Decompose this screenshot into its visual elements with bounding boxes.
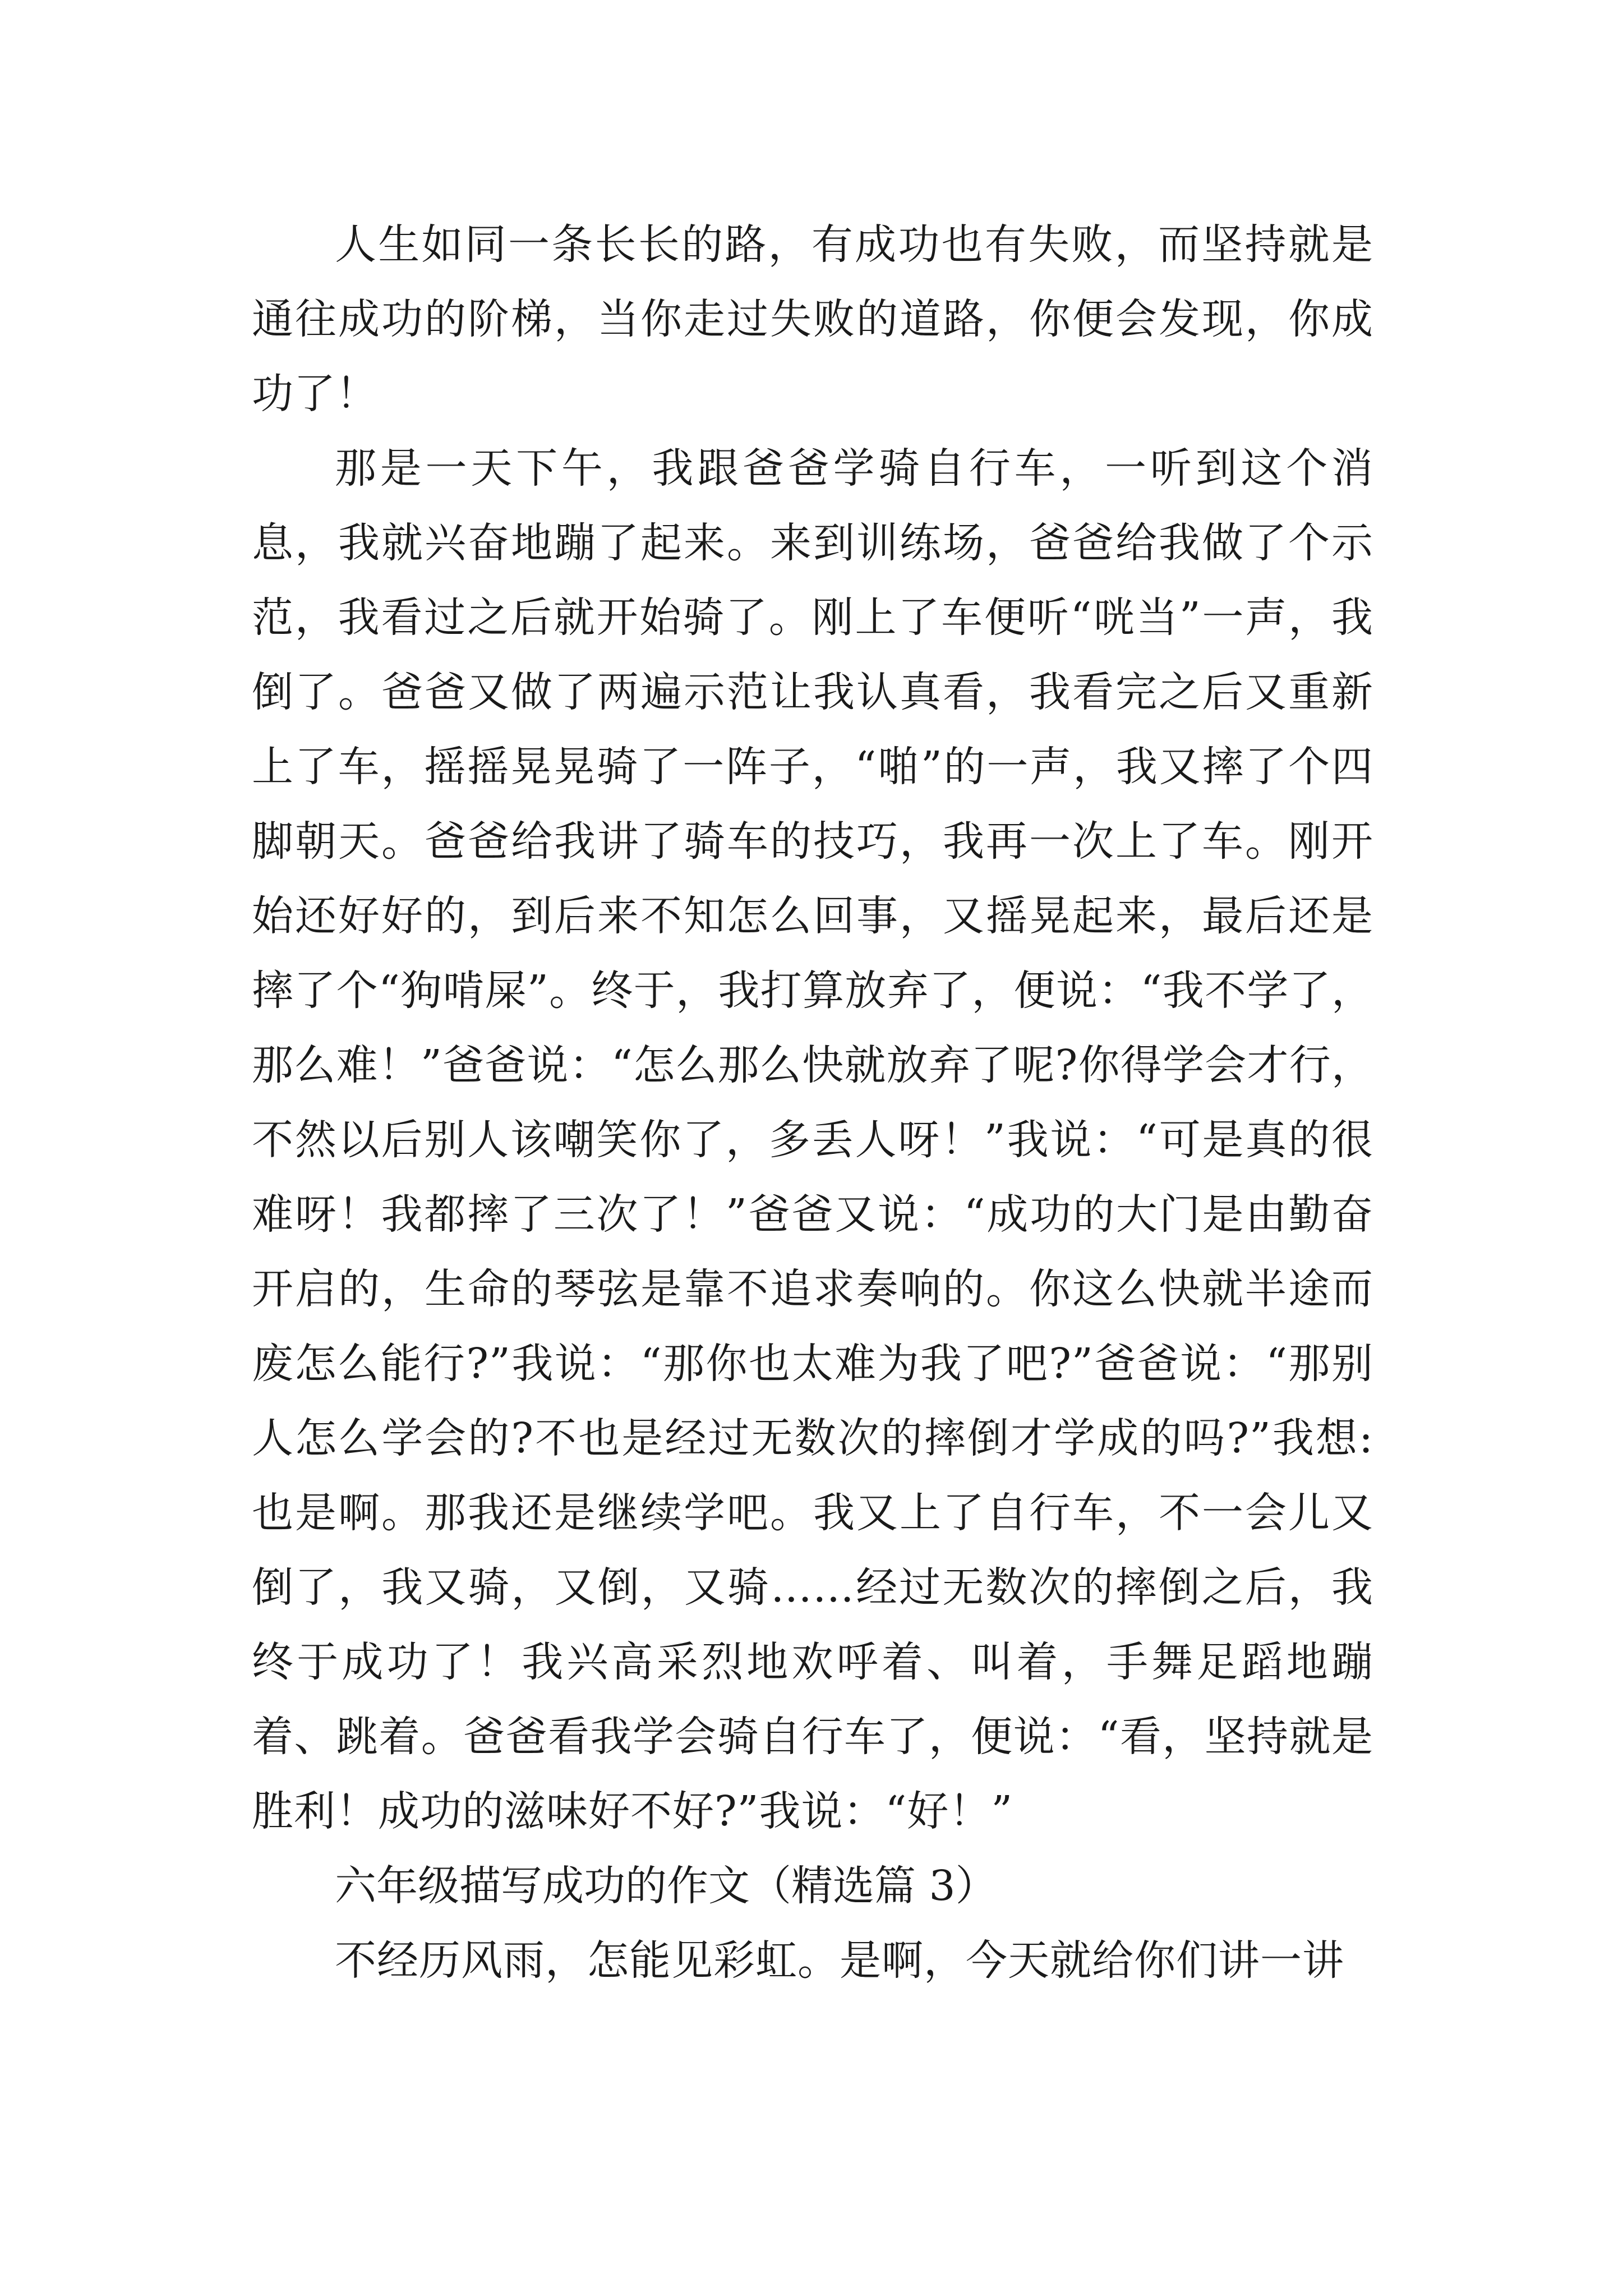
paragraph-next: 不经历风雨，怎能见彩虹。是啊，今天就给你们讲一讲 bbox=[335, 1936, 1344, 1985]
paragraph-intro: 人生如同一条长长的路，有成功也有失败，而坚持就是通往成功的阶梯，当你走过失败的道路，你便会发现，你成功了！ bbox=[252, 220, 1373, 418]
section-heading: 六年级描写成功的作文（精选篇 3） bbox=[335, 1862, 997, 1910]
document-body bbox=[252, 208, 1373, 1998]
paragraph-story: 那是一天下午，我跟爸爸学骑自行车，一听到这个消息，我就兴奋地蹦了起来。来到训练场，爸爸给我做了个示范，我看过之后就开始骑了。刚上了车便听“咣当”一声，我倒了。爸爸又做了两遍示范让我认真看，我看完之后又重新上了车，摇摇晃晃骑了一阵子，“啪”的一声，我又摔了个四脚朝天。爸爸给我讲了骑车的技巧，我再一次上了车。刚开始还好好的，到后来不知怎么回事，又摇晃起来，最后还是摔了个“狗啃屎”。终于，我打算放弃了，便说：“我不学了，那么难！”爸爸说：“怎么那么快就放弃了呢?你得学会才行，不然以后别人该嘲笑你了，多丢人呀！”我说：“可是真的很难呀！我都摔了三次了！”爸爸又说：“成功的大门是由勤奋开启的，生命的琴弦是靠不追求奏响的。你这么快就半途而废怎么能行?”我说：“那你也太难为我了吧?”爸爸说：“那别人怎么学会的?不也是经过无数次的摔倒才学成的吗?”我想:也是啊。那我还是继续学吧。我又上了自行车，不一会儿又倒了，我又骑，又倒，又骑……经过无数次的摔倒之后，我终于成功了！我兴高采烈地欢呼着、叫着，手舞足蹈地蹦着、跳着。爸爸看我学会骑自行车了，便说：“看，坚持就是胜利！成功的滋味好不好?”我说：“好！” bbox=[252, 444, 1373, 1835]
